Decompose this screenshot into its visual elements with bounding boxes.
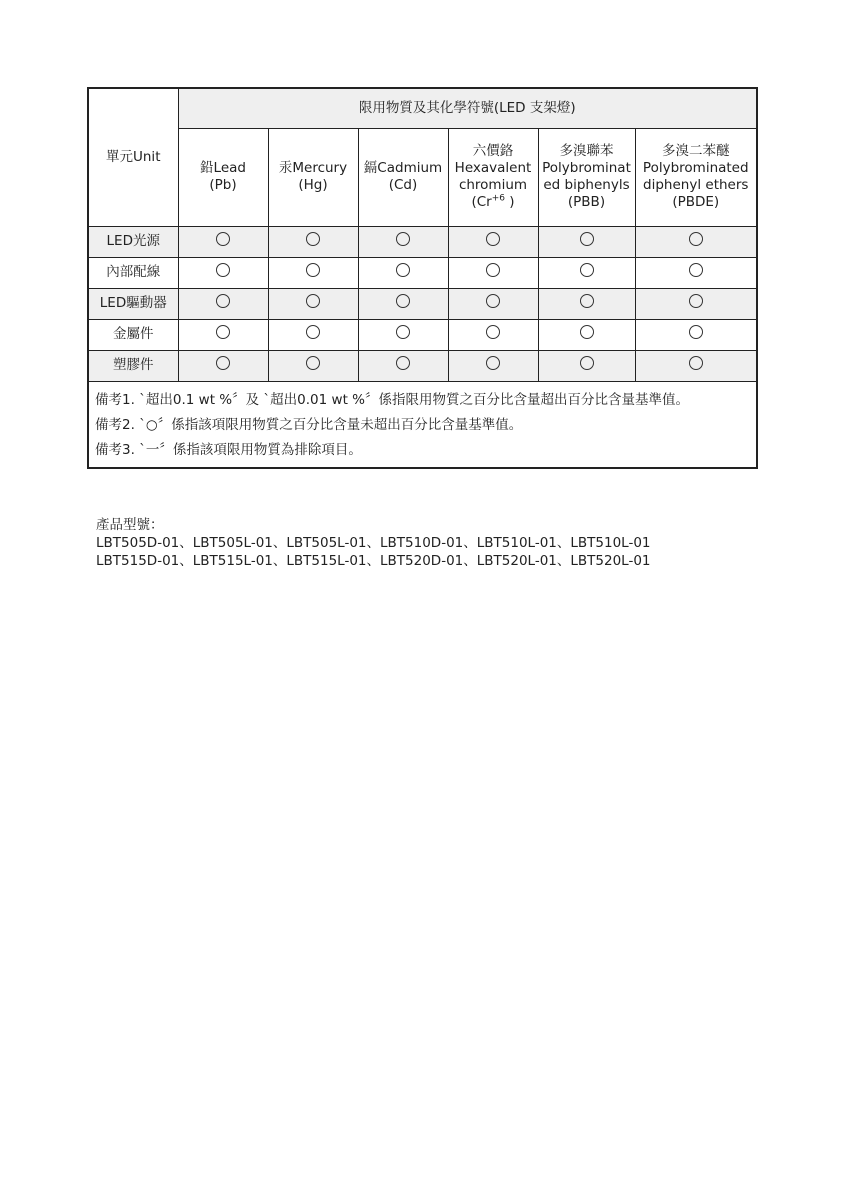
table-row — [88, 288, 757, 319]
compliance-mark — [448, 319, 538, 350]
compliance-mark — [635, 350, 757, 381]
unit-header: 單元Unit — [88, 88, 178, 226]
notes-cell — [88, 381, 757, 468]
compliance-mark — [538, 350, 635, 381]
substance-header-mercury: 汞Mercury (Hg) — [268, 128, 358, 226]
row-unit: LED驅動器 — [88, 288, 178, 319]
compliance-mark — [538, 319, 635, 350]
compliance-mark — [635, 319, 757, 350]
compliance-mark — [538, 257, 635, 288]
compliance-mark — [635, 288, 757, 319]
compliance-mark — [635, 257, 757, 288]
table-row — [88, 257, 757, 288]
compliance-mark — [178, 226, 268, 257]
note-2: 備考2. ˋ○〞係指該項限用物質之百分比含量未超出百分比含量基準值。 — [95, 416, 523, 433]
compliance-mark — [268, 288, 358, 319]
substance-header-pbde: 多溴二苯醚 Polybrominated diphenyl ethers (PBDE) — [635, 128, 757, 226]
compliance-mark — [448, 257, 538, 288]
substance-header-lead: 鉛Lead (Pb) — [178, 128, 268, 226]
models-line-1: LBT505D-01、LBT505L-01、LBT505L-01、LBT510D-01、LBT510L-01、LBT510L-01 — [96, 535, 651, 551]
note-3: 備考3. ˋ一〞係指該項限用物質為排除項目。 — [95, 441, 362, 458]
substance-header-chromium: 六價鉻 Hexavalent chromium ($Cr^{+6}$ ) — [448, 128, 538, 226]
models-line-2: LBT515D-01、LBT515L-01、LBT515L-01、LBT520D-01、LBT520L-01、LBT520L-01 — [96, 553, 651, 569]
table-row — [88, 319, 757, 350]
row-unit: 金屬件 — [88, 319, 178, 350]
substance-header-pbb: 多溴聯苯 Polybrominat ed biphenyls (PBB) — [538, 128, 635, 226]
compliance-mark — [178, 257, 268, 288]
compliance-mark — [358, 319, 448, 350]
compliance-mark — [448, 226, 538, 257]
models-label: 產品型號： — [96, 517, 164, 533]
compliance-mark — [358, 257, 448, 288]
compliance-mark — [635, 226, 757, 257]
substance-header-cadmium: 鎘Cadmium (Cd) — [358, 128, 448, 226]
compliance-mark — [538, 288, 635, 319]
group-header: 限用物質及其化學符號(LED 支架燈) — [178, 88, 757, 128]
compliance-mark — [448, 350, 538, 381]
compliance-mark — [358, 288, 448, 319]
compliance-mark — [268, 319, 358, 350]
compliance-mark — [178, 350, 268, 381]
note-1: 備考1. ˋ超出0.1 wt %〞及 ˋ超出0.01 wt %〞係指限用物質之百分比含量超出百分比含量基準值。 — [95, 391, 689, 408]
compliance-mark — [268, 226, 358, 257]
rohs-table — [87, 87, 758, 469]
compliance-mark — [358, 226, 448, 257]
compliance-mark — [178, 288, 268, 319]
compliance-mark — [448, 288, 538, 319]
compliance-mark — [268, 350, 358, 381]
row-unit: LED光源 — [88, 226, 178, 257]
row-unit: 塑膠件 — [88, 350, 178, 381]
table-row — [88, 350, 757, 381]
product-models — [96, 516, 651, 570]
compliance-mark — [178, 319, 268, 350]
row-unit: 內部配線 — [88, 257, 178, 288]
compliance-mark — [538, 226, 635, 257]
table-row — [88, 226, 757, 257]
compliance-mark — [268, 257, 358, 288]
compliance-mark — [358, 350, 448, 381]
